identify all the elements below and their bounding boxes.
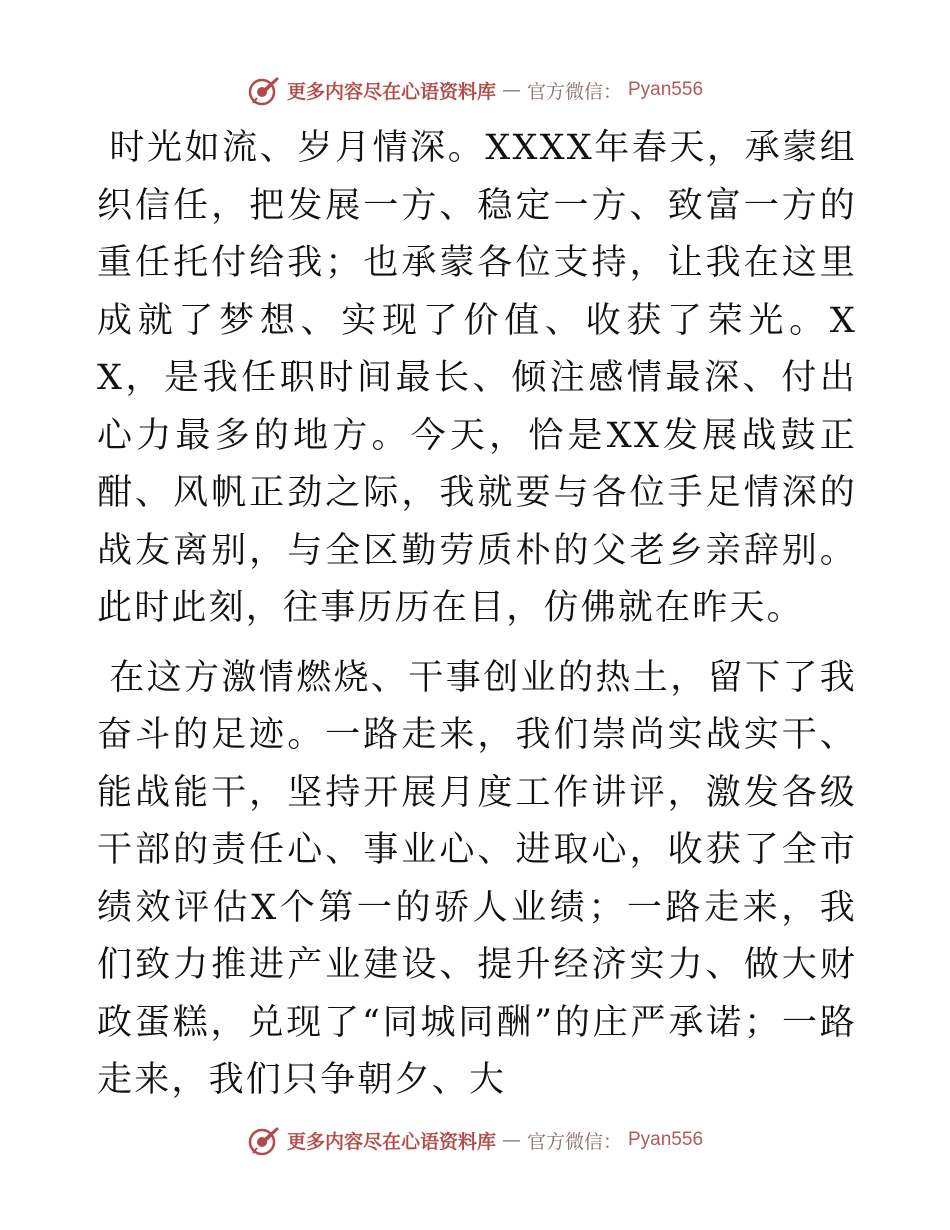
pen-nib-logo-icon [247,73,281,107]
footer-contact-handle: Pyan556 [628,1129,704,1150]
paragraph-1 [97,120,857,638]
pen-nib-logo-icon [247,1123,281,1157]
header-watermark [0,70,950,110]
footer-contact-label: 官方微信： [526,1130,622,1153]
footer-watermark [0,1120,950,1160]
paragraph-2-text: 在这方激情燃烧、干事创业的热土，留下了我奋斗的足迹。一路走来，我们崇尚实战实干、能战能干，坚持开展月度工作讲评，激发各级干部的责任心、事业心、进取心，收获了全市绩效评估X个第一的骄人业绩；一路走来，我们致力推进产业建设、提升经济实力、做大财政蛋糕，兑现了“同城同酬”的庄严承诺；一路走来，我们只争朝夕、大 [97,657,857,1100]
header-contact-handle: Pyan556 [628,79,704,100]
header-contact-label: 官方微信： [526,80,622,103]
footer-brand-text: 更多内容尽在心语资料库 [286,1130,496,1153]
header-dash: — [501,79,521,101]
document-body [97,120,857,1122]
paragraph-1-text: 时光如流、岁月情深。XXXX年春天，承蒙组织信任，把发展一方、稳定一方、致富一方的重任托付给我；也承蒙各位支持，让我在这里成就了梦想、实现了价值、收获了荣光。XX，是我任职时间最长、倾注感情最深、付出心力最多的地方。今天，恰是XX发展战鼓正酣、风帆正劲之际，我就要与各位手足情深的战友离别，与全区勤劳质朴的父老乡亲辞别。此时此刻，往事历历在目，仿佛就在昨天。 [97,128,857,628]
paragraph-2 [97,650,857,1110]
footer-dash: — [501,1129,521,1151]
header-brand-text: 更多内容尽在心语资料库 [286,80,496,103]
